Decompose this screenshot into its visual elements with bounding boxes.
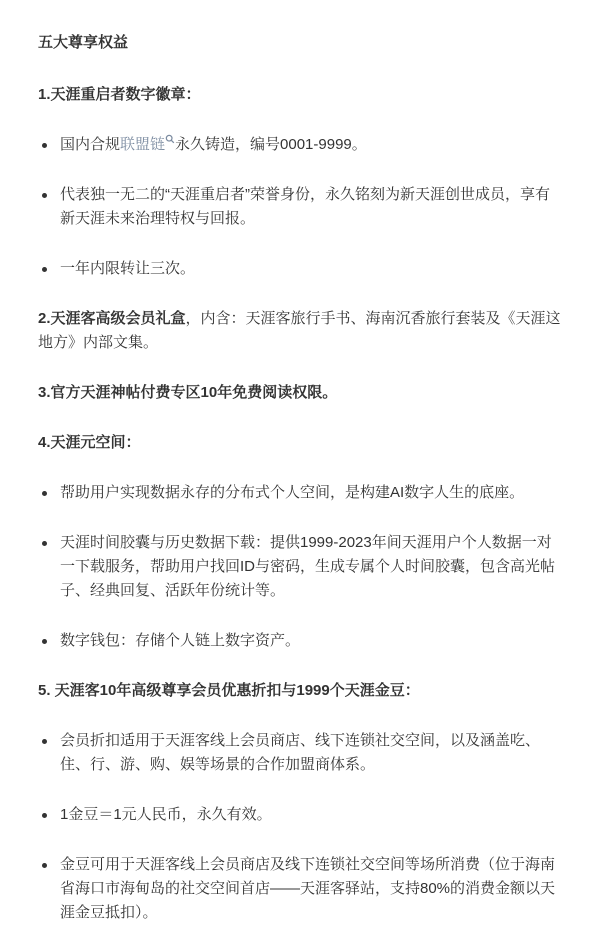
bullet-dot	[42, 267, 47, 272]
search-icon[interactable]	[165, 134, 175, 144]
bullet-dot	[42, 541, 47, 546]
list-item	[38, 803, 562, 827]
bullet-dot	[42, 193, 47, 198]
bullet-text: 数字钱包：存储个人链上数字资产。	[60, 632, 301, 649]
keyword-link-label[interactable]: 联盟链	[120, 136, 166, 153]
bullet-dot	[42, 639, 47, 644]
list-item	[38, 531, 562, 603]
bullet-text-pre: 国内合规	[60, 136, 121, 153]
bullet-dot	[42, 813, 47, 818]
bullet-text	[60, 133, 562, 157]
list-item	[38, 853, 562, 925]
section-3-heading: 3.官方天涯神帖付费专区10年免费阅读权限。	[38, 384, 338, 401]
bullet-text-post: 永久铸造，编号0001-9999。	[175, 136, 367, 153]
section-1-heading: 1.天涯重启者数字徽章：	[38, 86, 201, 103]
bullet-dot	[42, 491, 47, 496]
bullet-text: 帮助用户实现数据永存的分布式个人空间，是构建AI数字人生的底座。	[60, 484, 525, 501]
list-item	[38, 481, 562, 505]
bullet-text: 一年内限转让三次。	[60, 260, 196, 277]
section-4-heading: 4.天涯元空间：	[38, 434, 141, 451]
bullet-text: 会员折扣适用于天涯客线上会员商店、线下连锁社交空间，以及涵盖吃、住、行、游、购、娱等场景的合作加盟商体系。	[60, 732, 541, 773]
list-item	[38, 629, 562, 653]
bullet-text: 金豆可用于天涯客线上会员商店及线下连锁社交空间等场所消费（位于海南省海口市海甸岛的社交空间首店——天涯客驿站，支持80%的消费金额以天涯金豆抵扣）。	[60, 856, 556, 921]
list-item	[38, 133, 562, 157]
section-2-text: ，内含：天涯客旅行手书、海南沉香旅行套装及《天涯这地方》内部文集。	[38, 310, 561, 351]
bullet-dot	[42, 863, 47, 868]
section-2-paragraph	[38, 307, 562, 355]
bullet-text: 天涯时间胶囊与历史数据下载：提供1999-2023年间天涯用户个人数据一对一下载服务，帮助用户找回ID与密码，生成专属个人时间胶囊，包含高光帖子、经典回复、活跃年份统计等。	[60, 534, 556, 599]
list-item	[38, 183, 562, 231]
bullet-text: 代表独一无二的“天涯重启者”荣誉身份，永久铭刻为新天涯创世成员，享有新天涯未来治理特权与回报。	[60, 186, 550, 227]
list-item	[38, 729, 562, 777]
section-5-heading: 5. 天涯客10年高级尊享会员优惠折扣与1999个天涯金豆：	[38, 682, 420, 699]
keyword-link[interactable]	[120, 136, 175, 153]
bullet-dot	[42, 143, 47, 148]
list-item	[38, 257, 562, 281]
bullet-dot	[42, 739, 47, 744]
section-2-heading: 2.天涯客高级会员礼盒	[38, 310, 186, 327]
page-title: 五大尊享权益	[38, 34, 129, 51]
bullet-text: 1金豆＝1元人民币，永久有效。	[60, 806, 272, 823]
